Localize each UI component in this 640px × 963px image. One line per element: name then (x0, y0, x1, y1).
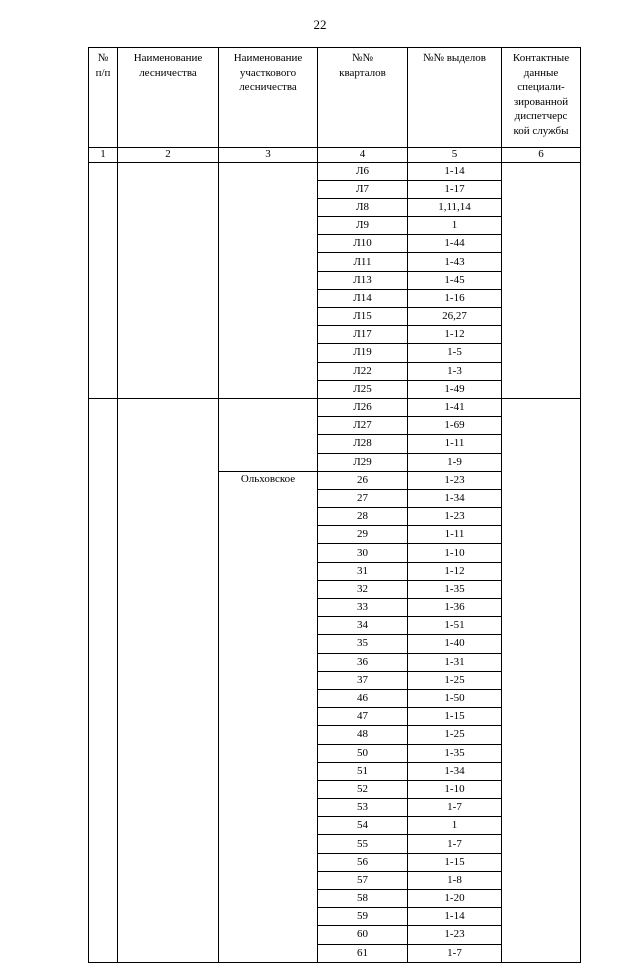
quarter-cell: 36 (318, 653, 408, 671)
quarter-cell: 30 (318, 544, 408, 562)
quarter-cell: Л14 (318, 289, 408, 307)
sections-cell: 1,11,14 (408, 198, 502, 216)
quarter-cell: 54 (318, 817, 408, 835)
district-cell (219, 162, 318, 398)
sections-cell: 1-49 (408, 380, 502, 398)
sections-cell: 1-5 (408, 344, 502, 362)
quarter-cell: Л10 (318, 235, 408, 253)
sections-cell: 1-9 (408, 453, 502, 471)
quarter-cell: 56 (318, 853, 408, 871)
header-quarters-text: №№ кварталов (339, 52, 386, 79)
quarter-cell: 51 (318, 762, 408, 780)
quarter-cell: Л26 (318, 398, 408, 416)
sections-cell: 1-15 (408, 708, 502, 726)
district-cell (219, 398, 318, 471)
quarter-cell: 60 (318, 926, 408, 944)
column-number: 1 (89, 148, 118, 163)
quarter-cell: 37 (318, 671, 408, 689)
quarter-cell: 34 (318, 617, 408, 635)
contacts-cell (502, 398, 581, 962)
quarter-cell: Л27 (318, 417, 408, 435)
quarter-cell: Л25 (318, 380, 408, 398)
quarter-cell: 33 (318, 599, 408, 617)
sections-cell: 1-17 (408, 180, 502, 198)
header-sections-text: №№ выделов (423, 52, 486, 64)
quarter-cell: Л28 (318, 435, 408, 453)
quarter-cell: 47 (318, 708, 408, 726)
sections-cell: 1 (408, 217, 502, 235)
quarter-cell: 52 (318, 780, 408, 798)
quarter-cell: 46 (318, 689, 408, 707)
quarter-cell: 29 (318, 526, 408, 544)
sections-cell: 1-25 (408, 671, 502, 689)
quarter-cell: 53 (318, 799, 408, 817)
n-cell (89, 162, 118, 398)
sections-cell: 1-51 (408, 617, 502, 635)
column-number: 5 (408, 148, 502, 163)
sections-cell: 1-7 (408, 799, 502, 817)
column-number-row (89, 148, 581, 163)
column-number: 6 (502, 148, 581, 163)
sections-cell: 1-23 (408, 471, 502, 489)
sections-cell: 1-20 (408, 890, 502, 908)
sections-cell: 1-69 (408, 417, 502, 435)
sections-cell: 1-11 (408, 435, 502, 453)
quarter-cell: 58 (318, 890, 408, 908)
quarter-cell: Л11 (318, 253, 408, 271)
column-number: 2 (118, 148, 219, 163)
quarter-cell: 28 (318, 508, 408, 526)
forestry-cell (118, 398, 219, 962)
sections-cell: 1 (408, 817, 502, 835)
header-cell-sections (408, 48, 502, 148)
sections-cell: 1-16 (408, 289, 502, 307)
quarter-cell: Л6 (318, 162, 408, 180)
sections-cell: 1-43 (408, 253, 502, 271)
quarter-cell: 27 (318, 489, 408, 507)
sections-cell: 1-7 (408, 944, 502, 962)
quarter-cell: 31 (318, 562, 408, 580)
sections-cell: 1-23 (408, 926, 502, 944)
sections-cell: 1-23 (408, 508, 502, 526)
sections-cell: 1-10 (408, 544, 502, 562)
header-forestry-text: Наименование лесничества (133, 52, 203, 79)
sections-cell: 1-12 (408, 562, 502, 580)
column-number: 3 (219, 148, 318, 163)
table-row (89, 162, 581, 180)
district-name-cell: Ольховское (219, 471, 318, 962)
quarter-cell: Л15 (318, 308, 408, 326)
page-number: 22 (313, 17, 327, 32)
quarter-cell: Л7 (318, 180, 408, 198)
sections-cell: 1-11 (408, 526, 502, 544)
header-n-text: № п/п (95, 52, 111, 79)
forestry-table (88, 47, 581, 963)
n-cell (89, 398, 118, 962)
header-cell-contacts (502, 48, 581, 148)
sections-cell: 1-12 (408, 326, 502, 344)
quarter-cell: 26 (318, 471, 408, 489)
quarter-cell: Л17 (318, 326, 408, 344)
sections-cell: 1-14 (408, 162, 502, 180)
sections-cell: 1-14 (408, 908, 502, 926)
header-cell-quarters (318, 48, 408, 148)
quarter-cell: 59 (318, 908, 408, 926)
group-2 (89, 398, 581, 962)
sections-cell: 1-44 (408, 235, 502, 253)
sections-cell: 1-36 (408, 599, 502, 617)
sections-cell: 1-40 (408, 635, 502, 653)
sections-cell: 1-10 (408, 780, 502, 798)
header-district-text: Наименование участкового лесничества (233, 52, 303, 94)
header-contacts-text: Контактные данные специали- зированной диспетчерс кой службы (512, 52, 570, 137)
quarter-cell: Л13 (318, 271, 408, 289)
quarter-cell: Л9 (318, 217, 408, 235)
sections-cell: 1-31 (408, 653, 502, 671)
quarter-cell: 61 (318, 944, 408, 962)
sections-cell: 1-35 (408, 580, 502, 598)
sections-cell: 1-35 (408, 744, 502, 762)
sections-cell: 1-34 (408, 489, 502, 507)
sections-cell: 1-8 (408, 871, 502, 889)
quarter-cell: 57 (318, 871, 408, 889)
sections-cell: 26,27 (408, 308, 502, 326)
header-cell-forestry (118, 48, 219, 148)
sections-cell: 1-41 (408, 398, 502, 416)
quarter-cell: 55 (318, 835, 408, 853)
sections-cell: 1-50 (408, 689, 502, 707)
quarter-cell: Л8 (318, 198, 408, 216)
sections-cell: 1-3 (408, 362, 502, 380)
table-row (89, 398, 581, 416)
sections-cell: 1-45 (408, 271, 502, 289)
sections-cell: 1-15 (408, 853, 502, 871)
quarter-cell: Л29 (318, 453, 408, 471)
header-cell-district (219, 48, 318, 148)
header-row (89, 48, 581, 148)
quarter-cell: 35 (318, 635, 408, 653)
sections-cell: 1-34 (408, 762, 502, 780)
quarter-cell: Л22 (318, 362, 408, 380)
sections-cell: 1-7 (408, 835, 502, 853)
forestry-cell (118, 162, 219, 398)
quarter-cell: 50 (318, 744, 408, 762)
quarter-cell: 32 (318, 580, 408, 598)
contacts-cell (502, 162, 581, 398)
group-1 (89, 162, 581, 398)
header-cell-n (89, 48, 118, 148)
quarter-cell: 48 (318, 726, 408, 744)
quarter-cell: Л19 (318, 344, 408, 362)
sections-cell: 1-25 (408, 726, 502, 744)
column-number: 4 (318, 148, 408, 163)
